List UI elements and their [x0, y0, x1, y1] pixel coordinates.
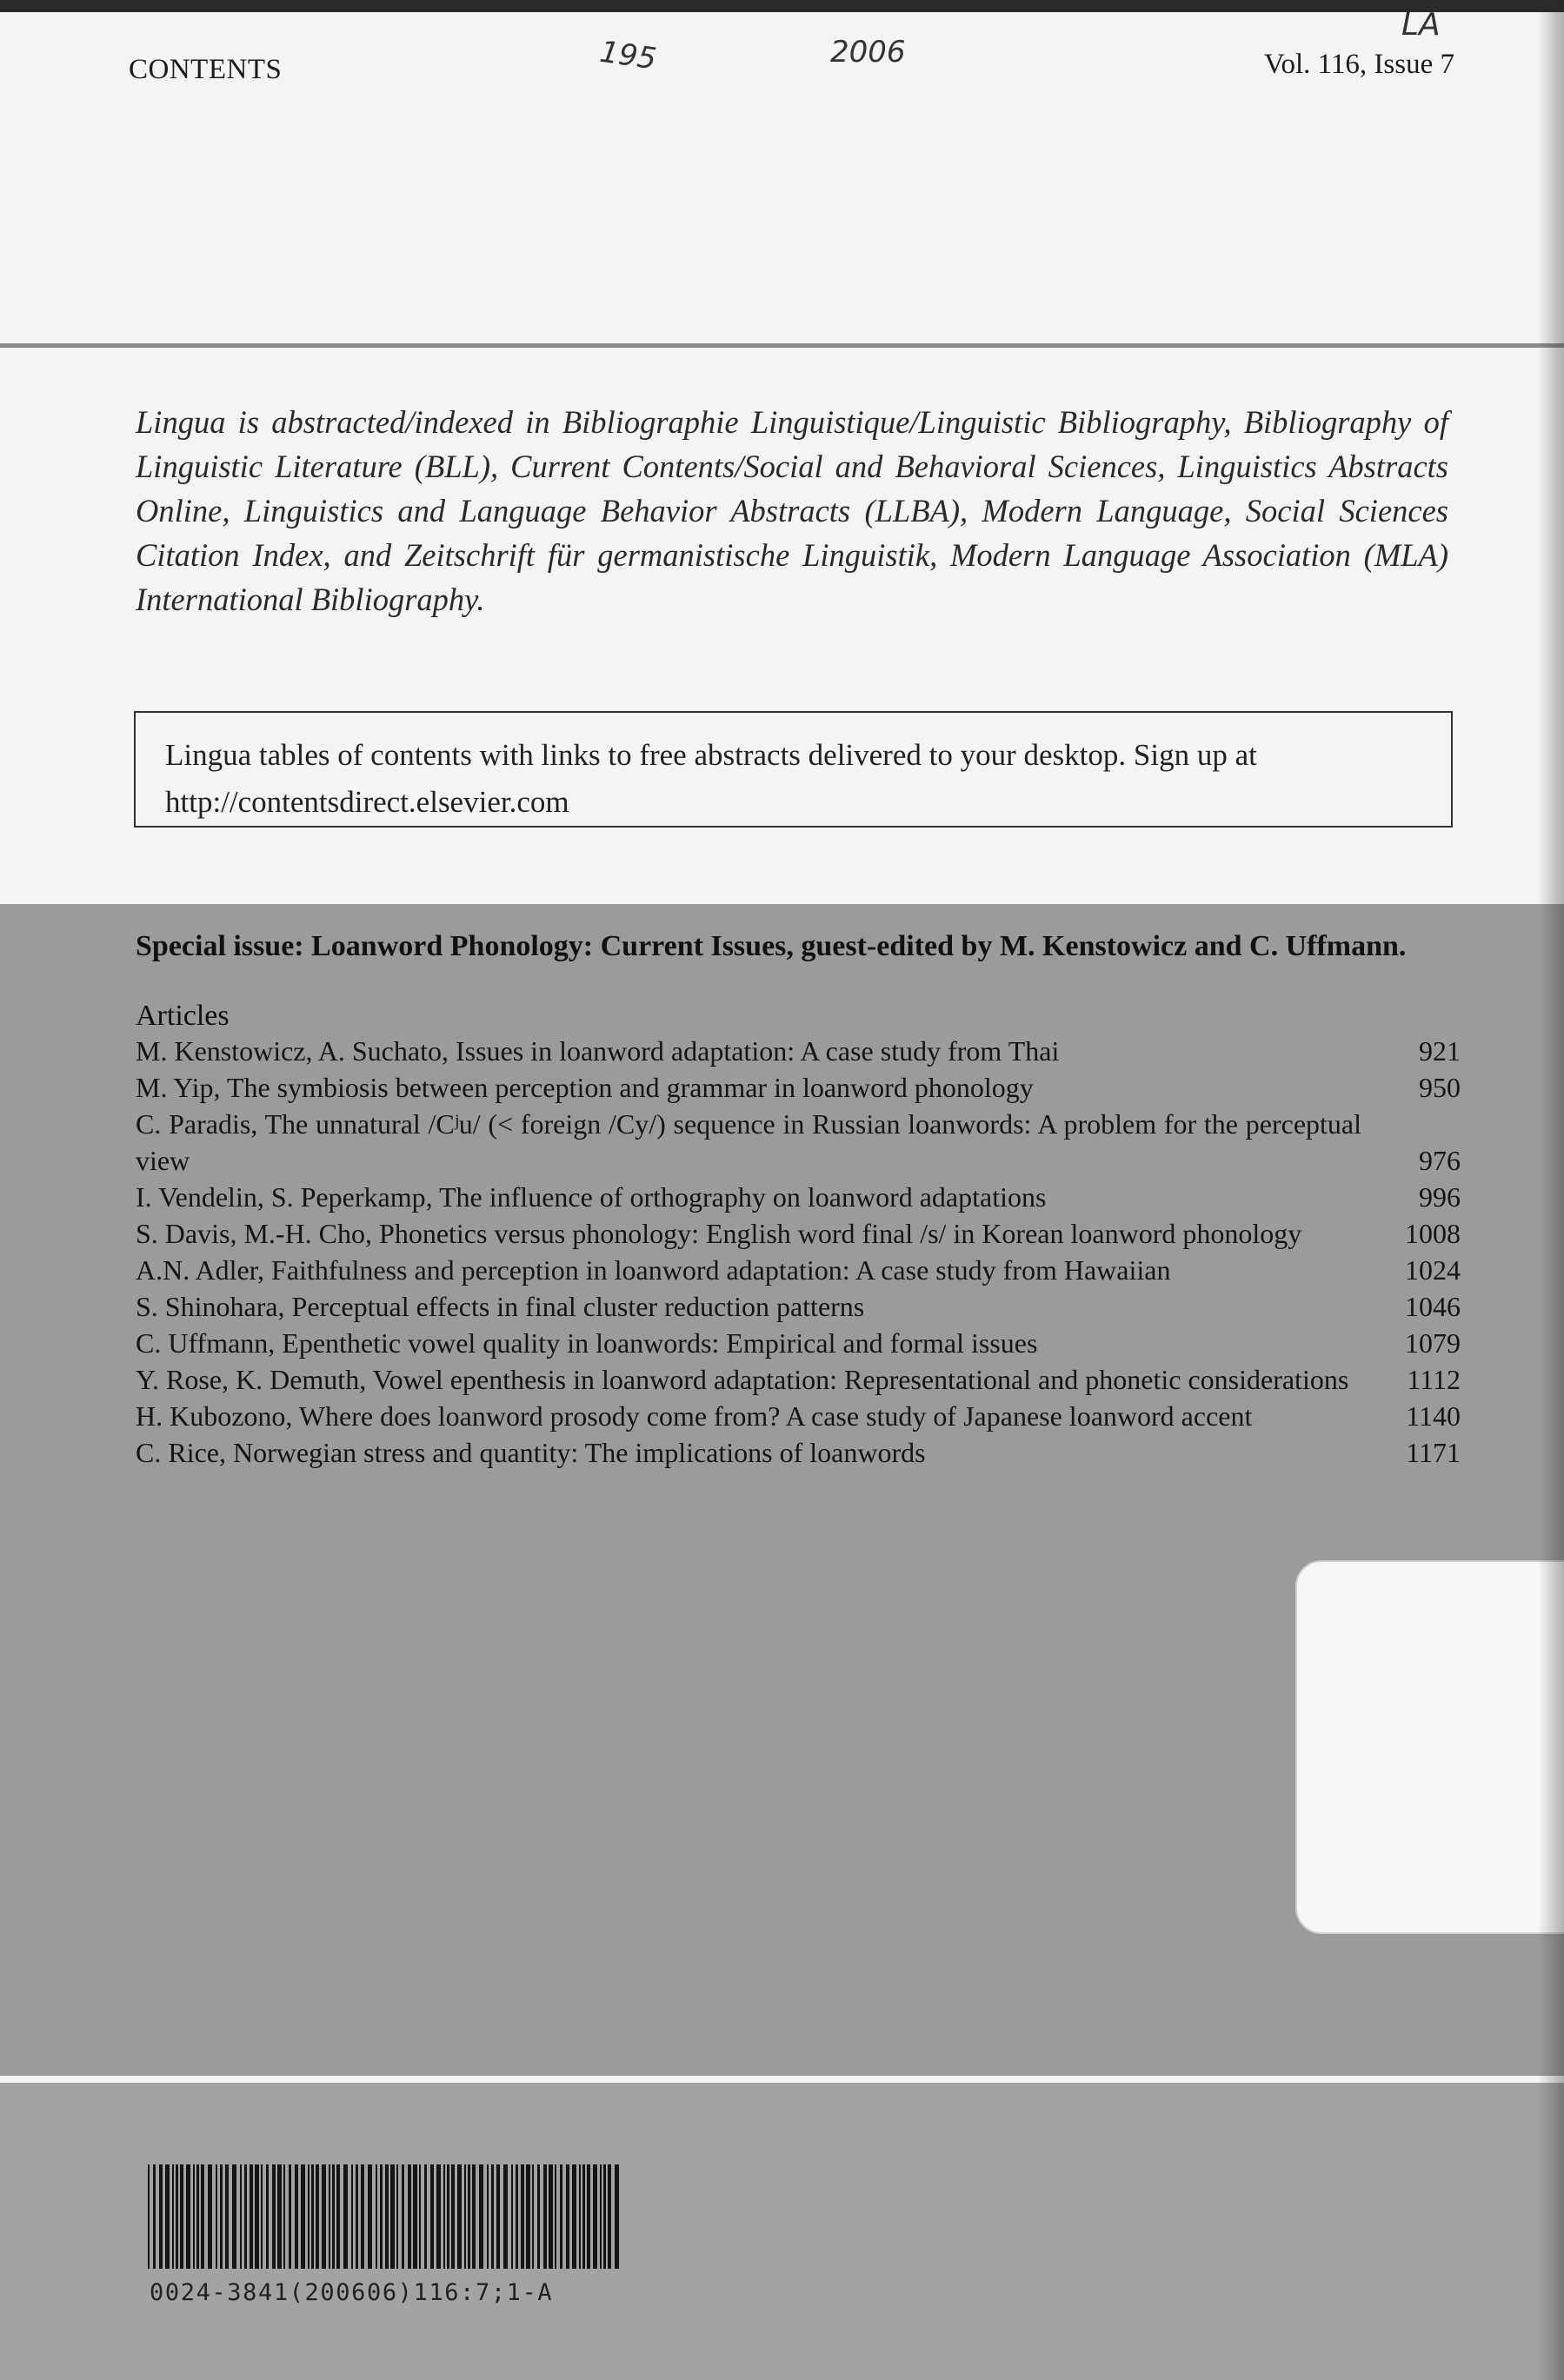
article-title: C. Uffmann, Epenthetic vowel quality in loanwords: Empirical and formal issues	[136, 1327, 1038, 1359]
library-sticker	[1295, 1560, 1564, 1934]
page-edge-shadow	[1538, 0, 1564, 2380]
notice-text: Lingua tables of contents with links to free abstracts delivered to your desktop. Sign up at	[165, 738, 1257, 772]
article-title: I. Vendelin, S. Peperkamp, The influence of orthography on loanword adaptations	[136, 1181, 1047, 1213]
article-row	[136, 1215, 1461, 1252]
article-row	[136, 1434, 1461, 1471]
article-title: M. Yip, The symbiosis between perception and grammar in loanword phonology	[136, 1072, 1034, 1103]
article-page-number: 950	[1419, 1072, 1461, 1103]
article-page-number: 1140	[1406, 1400, 1461, 1432]
article-row	[136, 1325, 1461, 1361]
article-page-number: 921	[1419, 1035, 1461, 1067]
article-row	[136, 1106, 1461, 1179]
article-page-number: 1171	[1406, 1437, 1461, 1468]
handwritten-note-3: LA	[1401, 7, 1441, 43]
article-title: C. Paradis, The unnatural /Cʲu/ (< foreign /Cy/) sequence in Russian loanwords: A problem for the perceptual view	[136, 1108, 1361, 1176]
article-page-number: 976	[1419, 1145, 1461, 1176]
article-title: S. Shinohara, Perceptual effects in final cluster reduction patterns	[136, 1291, 865, 1322]
article-title: A.N. Adler, Faithfulness and perception in loanword adaptation: A case study from Hawaiian	[136, 1254, 1171, 1286]
article-row	[136, 1288, 1461, 1325]
handwritten-note-1: 195	[597, 34, 659, 77]
contents-label: CONTENTS	[129, 54, 283, 85]
barcode-number: 0024-3841(200606)116:7;1-A	[150, 2279, 554, 2306]
special-issue-heading: Special issue: Loanword Phonology: Current Issues, guest-edited by M. Kenstowicz and C. Uffmann.	[136, 930, 1407, 962]
article-page-number: 1008	[1405, 1218, 1461, 1249]
article-page-number: 1024	[1405, 1254, 1461, 1286]
article-row	[136, 1398, 1461, 1434]
barcode-icon	[148, 2164, 622, 2269]
article-page-number: 1079	[1405, 1327, 1461, 1359]
top-dark-strip	[0, 0, 1564, 12]
article-page-number: 1112	[1407, 1364, 1461, 1395]
article-title: Y. Rose, K. Demuth, Vowel epenthesis in loanword adaptation: Representational and phonetic considerations	[136, 1364, 1349, 1395]
contents-alert-notice	[134, 711, 1453, 828]
article-title: S. Davis, M.-H. Cho, Phonetics versus phonology: English word final /s/ in Korean loanword phonology	[136, 1218, 1302, 1249]
indexing-statement: Lingua is abstracted/indexed in Bibliographie Linguistique/Linguistic Bibliography, Bibliography of Linguistic Literature (BLL), Current Contents/Social and Behavioral Sciences, Linguistics Abstracts Online, Linguistics and Language Behavior Abstracts (LLBA), Modern Language, Social Sciences Citation Index, and Zeitschrift für germanistische Linguistik, Modern Language Association (MLA) International Bibliography.	[136, 404, 1448, 617]
article-row	[136, 1179, 1461, 1215]
volume-issue: Vol. 116, Issue 7	[1263, 49, 1454, 80]
article-row	[136, 1033, 1461, 1069]
panel-separator	[0, 2076, 1564, 2083]
handwritten-note-2: 2006	[830, 35, 906, 70]
article-page-number: 996	[1419, 1181, 1461, 1213]
notice-url-link[interactable]: http://contentsdirect.elsevier.com	[165, 785, 569, 819]
articles-list	[136, 1033, 1461, 1471]
article-row	[136, 1252, 1461, 1288]
articles-heading: Articles	[136, 1000, 230, 1032]
article-page-number: 1046	[1405, 1291, 1461, 1322]
article-title: H. Kubozono, Where does loanword prosody come from? A case study of Japanese loanword accent	[136, 1400, 1253, 1432]
divider-rule	[0, 343, 1564, 348]
article-row	[136, 1069, 1461, 1106]
article-title: M. Kenstowicz, A. Suchato, Issues in loanword adaptation: A case study from Thai	[136, 1035, 1060, 1067]
article-row	[136, 1361, 1461, 1398]
article-title: C. Rice, Norwegian stress and quantity: The implications of loanwords	[136, 1437, 926, 1468]
